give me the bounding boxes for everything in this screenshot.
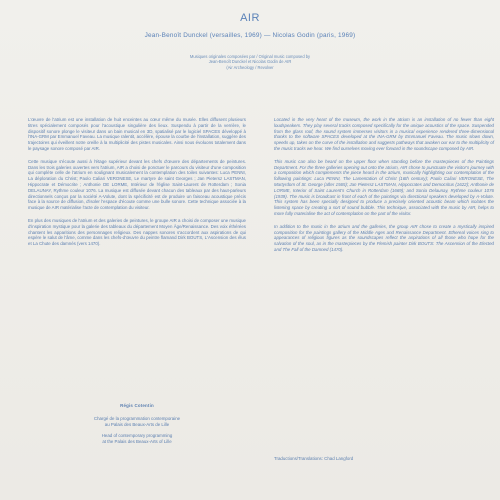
author-signature xyxy=(28,403,246,451)
author-role-en xyxy=(28,433,246,445)
paragraph: Located in the very heart of the museum, the work in the atrium is an installation of no fewer than eight loudspeakers. They play several tracks composed specifically for the unique acoustics of the space. Suspended from the glass roof, the sound system immerses visitors in a musical experience rendered three-dimensional thanks to the software SPACES developed at the INA-GRM by Emmanuel Faveau. The music slows down, speeds up, takes on the curve of the installation and suggests pathways that awaken our ear to the multiplicity of the music tracks we hear. We find ourselves moving ever forward in the soundscape composed by AIR. xyxy=(274,117,496,151)
paragraph: This music can also be heard on the upper floor when standing before the masterpieces of the Paintings Department. For the three galleries opening out onto the atrium, AIR chose to punctuate the visitor's journey with a composition which complements the piece heard in the atrium, musically highlighting our contemplation of the following paintings: Luca PENNI, The Lamentation of Christ (16th century); Paolo Caliari VERONESE, The Martyrdom of St. George (after 1565); Jan Pietersz LASTMAN, Hippocrates and Democritus (1622); Anthonie de LORME, Interior of Saint Laurent's Church in Rotterdam (1669); and Sonia Delaunay, Rythme couleur 1076 (1939). The music is broadcast in front of each of the paintings via directional speakers developed by A-Volute. This system has been specially designed to produce a precisely oriented acoustic beam which isolates the listening space by creating a sort of sound bubble. This technique, associated with the music by AIR, helps to more fully materialise the act of contemplation on the part of the visitor. xyxy=(274,158,496,216)
composition-credits xyxy=(0,54,500,70)
role-line: Chargé de la programmation contemporaine xyxy=(93,415,181,421)
paragraph: L'œuvre de l'atrium est une installation de huit enceintes au cœur même du musée. Elles diffusent plusieurs titres spécialement composés pour l'acoustique singulière des lieux. Suspendu à partir de la verrière, le dispositif sonore plonge le visiteur dans un bain musical en 3D, spatialisé par le logiciel SPACES développé à l'INA-GRM par Emmanuel Faveau. La musique ralentit, accélère, épouse la courbe de l'installation, suggère des trajectoires qui éveillent notre oreille à la multiplicité des pistes musicales. Ainsi nous évoluons totalement dans le paysage sonore composé par AIR. xyxy=(28,117,248,151)
french-text-column xyxy=(28,117,246,254)
author-role-fr xyxy=(28,416,246,428)
credits-line: (Air Archeology / Revolver xyxy=(226,64,274,70)
credits-line: Jean-Benoît Dunckel et Nicolas Godin de AIR xyxy=(208,59,292,65)
role-line: at the Palais des Beaux-Arts of Lille xyxy=(102,439,172,445)
paragraph: Cette musique s'écoute aussi à l'étage supérieur devant les chefs d'œuvre des départements de peintures. Dans les trois galeries ouvertes vers l'atrium, AIR a choisi de ponctuer le parcours du visiteur d'une composition qui complète celle de l'atrium en soulignant musicalement la contemplation des toiles suivantes: Luca PENNI, La déploration du Christ; Paolo Caliari VERONESE, Le martyre de saint Georges ; Jan Pietersz LASTMAN, Hippocrate et Démocrite ; Anthonie DE LORME, Intérieur de l'église Saint-Laurent de Rotterdam ; Sonia DELAUNAY, Rythme couleur 1076. La musique est diffusée devant chacun des tableaux par des haut-parleurs directionnels conçus par la société A-Volute, dont la spécificité est de produire un faisceau acoustique précis face à la source de diffusion, d'isoler l'espace d'écoute comme une bulle sonore. Cette technique associée à la musique de AIR matérialise l'acte de contemplation du visiteur. xyxy=(28,158,248,211)
role-line: Head of contemporary programming xyxy=(101,433,173,439)
paragraph: In addition to the music in the atrium and the galleries, the group AIR chose to create a mystically inspired composition for the paintings gallery of the Middle Ages and Renaissance Department. Ethereal voices sing to appearances of religious figures as the soundscapes reflect the aspirations of all those who hope for the salvation of the soul, as in the masterpieces by the Flemish painter Dirk BOUTS: The Ascension of the Elected and The Fall of the Damned (1470). xyxy=(274,223,496,252)
artists-subtitle: Jean-Benoît Dunckel (versailles, 1969) — Nicolas Godin (paris, 1969) xyxy=(144,32,356,39)
english-text-column xyxy=(274,117,494,260)
credits-line: Musiques originales composées par / Original music composed by xyxy=(189,54,311,59)
translation-credit: Traductions/Translations: Chad Langford xyxy=(274,456,354,461)
author-name: Régis Cotentin xyxy=(120,403,154,408)
role-line: au Palais des Beaux-Arts de Lille xyxy=(104,421,170,427)
paragraph: En plus des musiques de l'atrium et des galeries de peintures, le groupe AIR a choisi de composer une musique d'inspiration mystique pour la galerie des tableaux du département Moyen Âge/Renaissance. Des voix éthérées chantent les apparitions des personnages religieux. Des nappes sonores s'accordent aux aspirations de qui espère le salut de l'âme, comme dans les chefs-d'œuvre du peintre flamand Dirk BOUTS, L'Ascension des élus et La Chute des damnés (vers 1470). xyxy=(28,217,248,247)
page-title: AIR xyxy=(240,12,260,24)
